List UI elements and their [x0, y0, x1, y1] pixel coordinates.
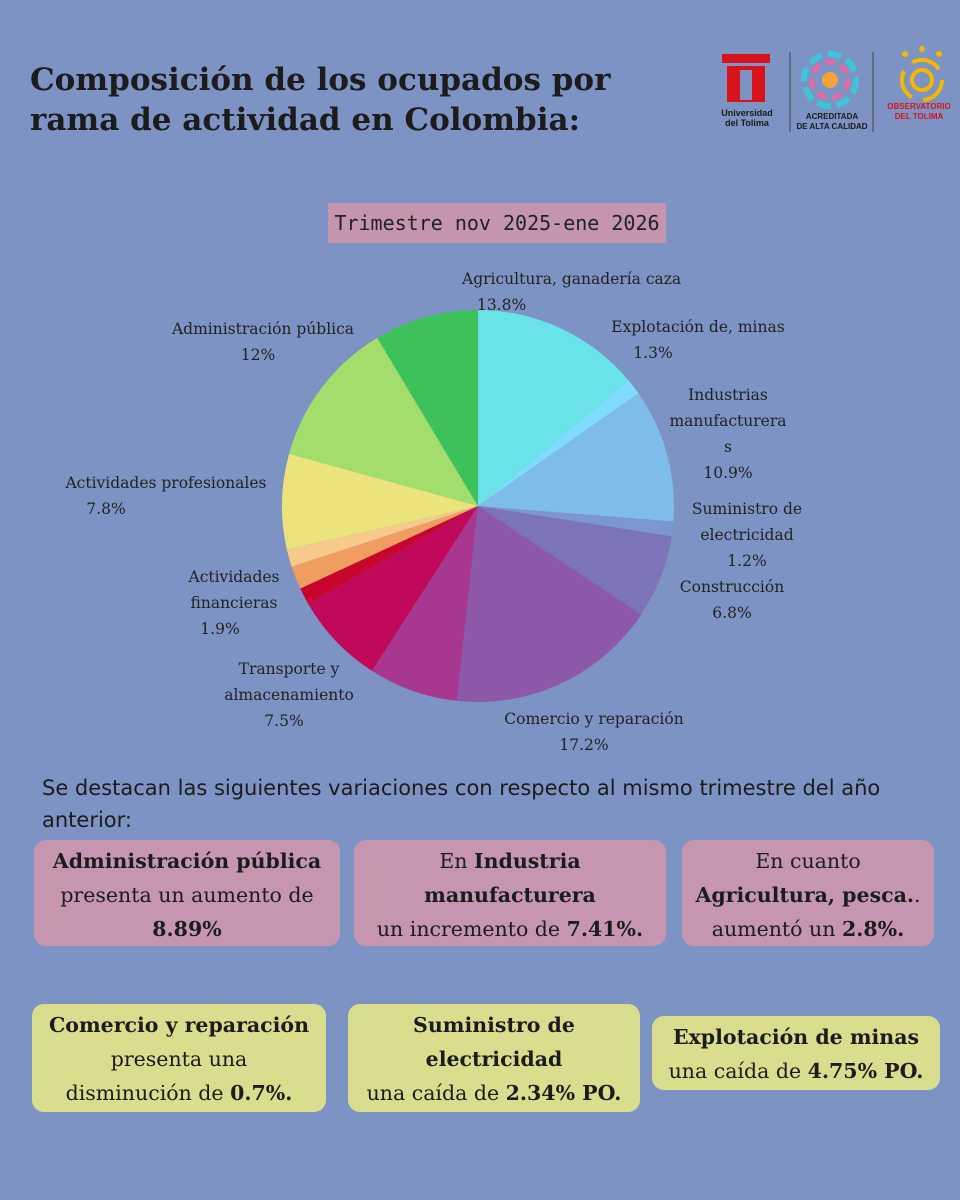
label-industrias: [668, 382, 788, 486]
highlight-minas-bold: Explotación de minas: [672, 1025, 920, 1049]
highlight-industria: [354, 840, 666, 946]
highlight-administracion: [34, 840, 340, 946]
highlight-industria-pre: En: [439, 849, 468, 873]
ut-name-1: Universidad: [721, 108, 773, 118]
chart-title: Trimestre nov 2025-ene 2026: [328, 203, 666, 243]
highlight-minas-text: una caída de: [668, 1059, 802, 1083]
label-comercio: [494, 706, 694, 758]
label-industrias-name: Industrias manufacturera s: [669, 386, 787, 456]
label-financieras: [172, 564, 296, 642]
highlight-agricultura-bold: Agricultura, pesca.: [695, 883, 915, 907]
label-profesionales: [50, 470, 282, 522]
highlight-suministro-bold2: electricidad: [425, 1047, 563, 1071]
title-line-1: Composición de los ocupados por: [30, 62, 611, 98]
label-electricidad: [682, 496, 812, 574]
label-profesionales-value: 7.8%: [86, 500, 126, 518]
label-transporte: [214, 656, 364, 734]
obs-text-1: OBSERVATORIO: [887, 102, 951, 111]
highlight-agricultura-post: .: [914, 883, 921, 907]
label-minas-value: 1.3%: [633, 344, 673, 362]
variations-intro: Se destacan las siguientes variaciones con respecto al mismo trimestre del año anterior:: [42, 776, 881, 832]
highlight-suministro-text: una caída de: [366, 1081, 500, 1105]
ut-name-2: del Tolima: [725, 118, 769, 128]
highlight-agricultura-text: aumentó un: [711, 917, 836, 941]
highlight-industria-value: 7.41%.: [566, 917, 644, 941]
label-electricidad-name: Suministro de electricidad: [691, 500, 803, 544]
label-agricultura: [462, 266, 681, 318]
label-minas: [598, 314, 798, 366]
acred-text-2: DE ALTA CALIDAD: [796, 122, 868, 131]
highlight-administracion-value: 8.89%: [152, 917, 222, 941]
label-electricidad-value: 1.2%: [727, 552, 767, 570]
highlight-suministro-value: 2.34% PO.: [505, 1081, 622, 1105]
label-agricultura-name: Agricultura, ganadería caza: [462, 270, 682, 288]
highlight-comercio-line2: presenta una: [110, 1047, 248, 1071]
label-transporte-value: 7.5%: [264, 712, 304, 730]
highlight-minas-value: 4.75% PO.: [807, 1059, 924, 1083]
highlight-agricultura: [682, 840, 934, 946]
label-financieras-name: Actividades financieras: [188, 568, 280, 612]
label-administracion: [156, 316, 370, 368]
highlight-agricultura-pre: En cuanto: [755, 849, 861, 873]
highlight-comercio: [32, 1004, 326, 1112]
label-construccion-name: Construcción: [679, 578, 785, 596]
highlight-suministro-bold1: Suministro de: [413, 1013, 575, 1037]
label-agricultura-value: 13.8%: [476, 296, 527, 314]
highlight-industria-text: un incremento de: [376, 917, 561, 941]
label-comercio-name: Comercio y reparación: [504, 710, 684, 728]
label-financieras-value: 1.9%: [200, 620, 240, 638]
highlight-agricultura-value: 2.8%.: [841, 917, 905, 941]
acred-text-1: ACREDITADA: [805, 112, 859, 121]
highlight-comercio-bold: Comercio y reparación: [48, 1013, 310, 1037]
label-construccion: [670, 574, 794, 626]
label-administracion-value: 12%: [240, 346, 276, 364]
highlight-minas: [652, 1016, 940, 1090]
title-line-2: rama de actividad en Colombia:: [30, 102, 581, 138]
label-administracion-name: Administración pública: [171, 320, 355, 338]
highlight-industria-bold1: Industria: [474, 849, 581, 873]
highlight-suministro: [348, 1004, 640, 1112]
obs-text-2: DEL TOLIMA: [894, 112, 944, 121]
label-profesionales-name: Actividades profesionales: [65, 474, 267, 492]
highlight-administracion-text: presenta un aumento de: [60, 883, 314, 907]
label-comercio-value: 17.2%: [559, 736, 609, 754]
highlight-administracion-bold: Administración pública: [52, 849, 322, 873]
label-transporte-name: Transporte y almacenamiento: [224, 660, 354, 704]
label-industrias-value: 10.9%: [703, 464, 753, 482]
highlight-industria-bold2: manufacturera: [424, 883, 596, 907]
label-minas-name: Explotación de, minas: [611, 318, 785, 336]
highlight-comercio-line3: disminución de: [65, 1081, 224, 1105]
highlight-comercio-value: 0.7%.: [230, 1081, 293, 1105]
label-construccion-value: 6.8%: [712, 604, 752, 622]
